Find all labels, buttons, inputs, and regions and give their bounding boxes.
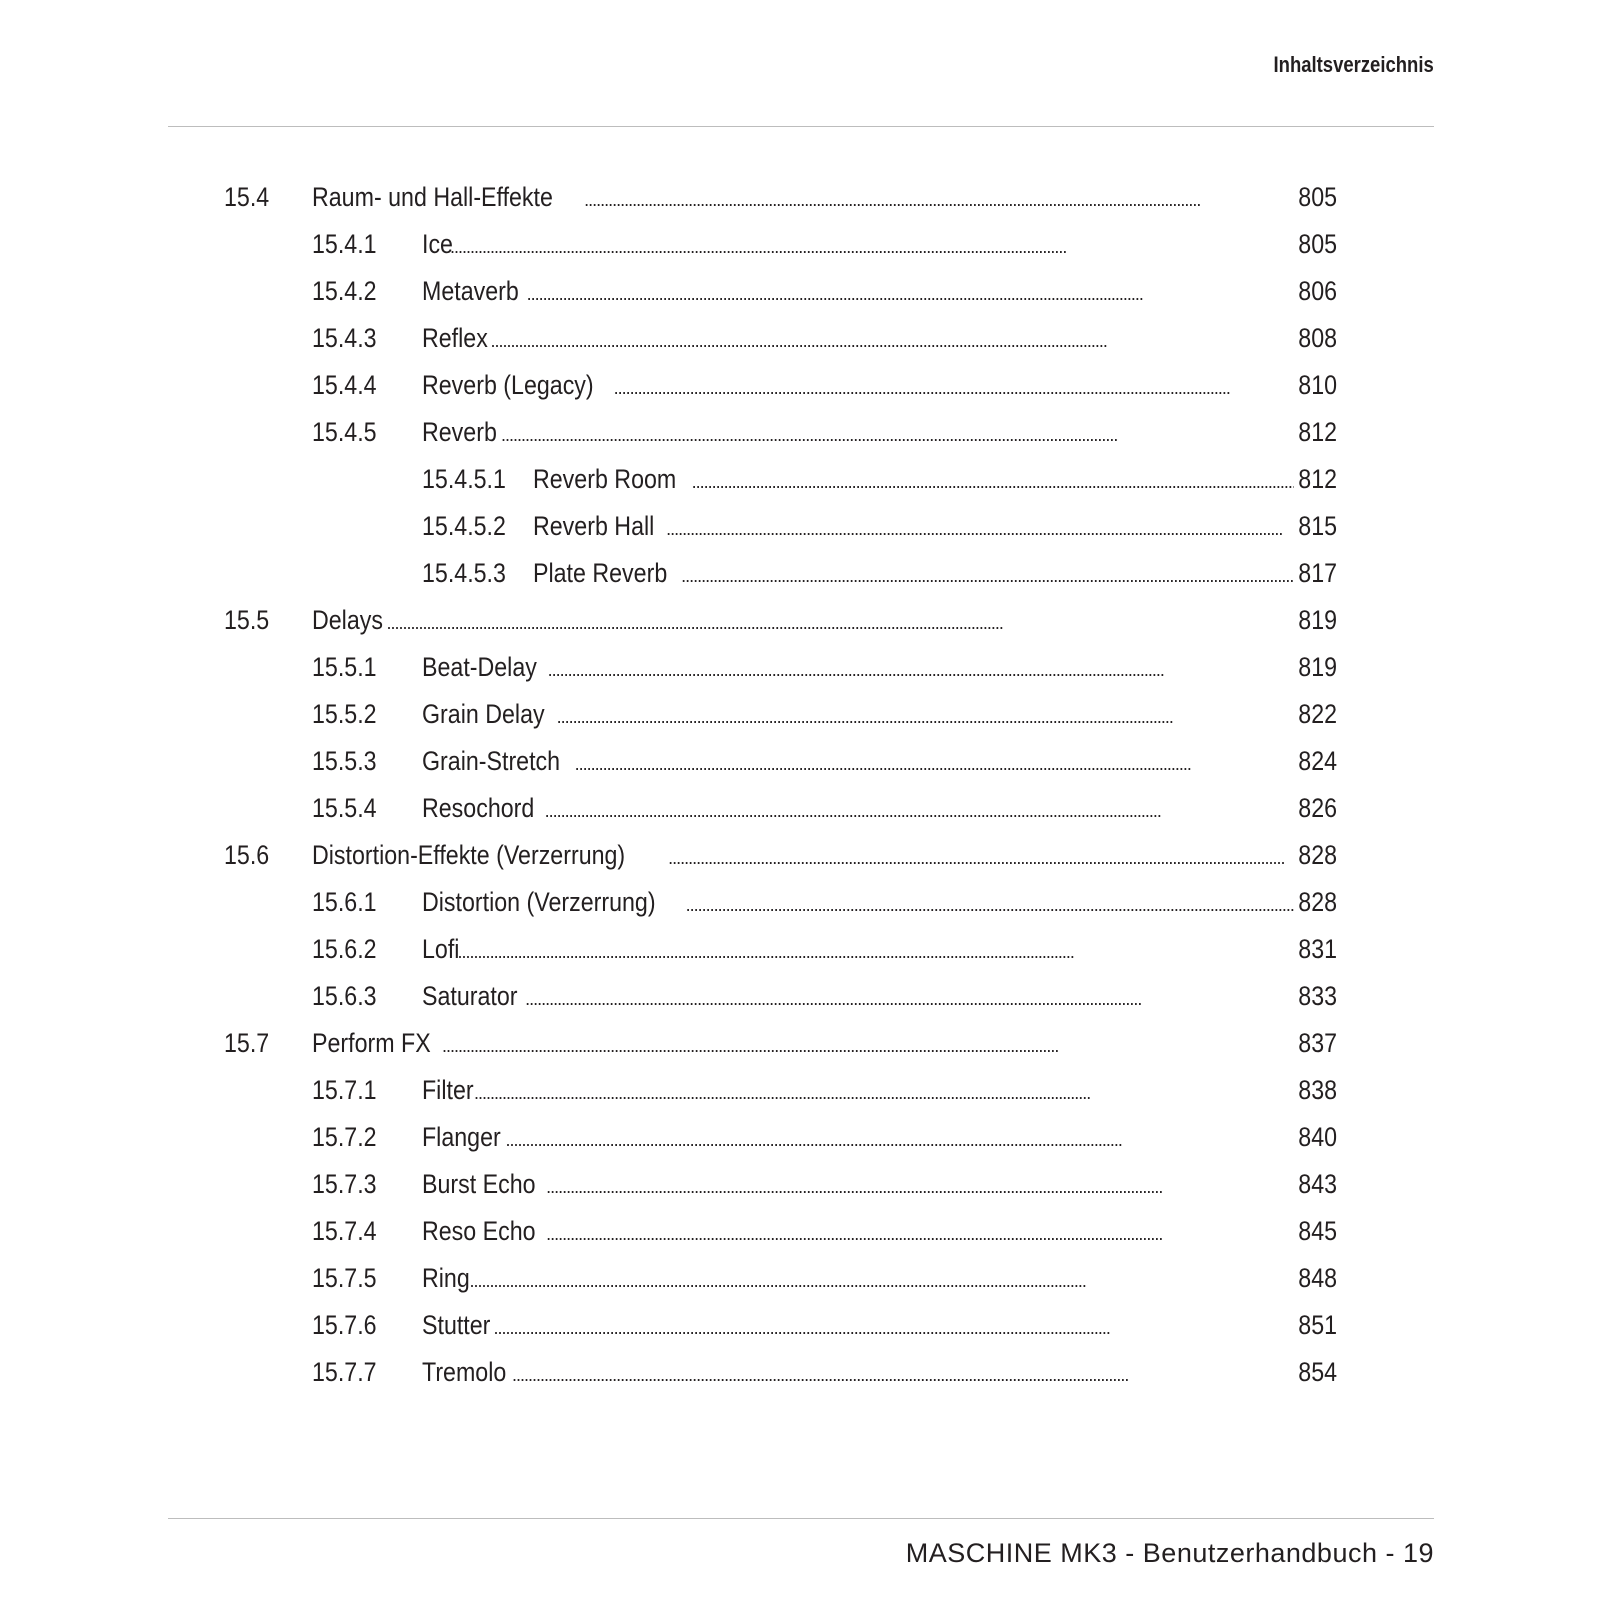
toc-entry[interactable] <box>0 879 1600 926</box>
toc-entry-number: 15.7.7 <box>312 1357 377 1387</box>
toc-entry-page[interactable]: 805 <box>1298 182 1337 212</box>
toc-entry-title[interactable]: Distortion-Effekte (Verzerrung) <box>312 840 626 870</box>
toc-entry-title[interactable]: Reverb (Legacy) <box>422 370 594 400</box>
toc-dot-leader <box>474 1070 1294 1114</box>
toc-entry-body <box>422 973 1337 1020</box>
toc-entry-page[interactable]: 828 <box>1298 887 1337 917</box>
toc-entry-title[interactable]: Flanger <box>422 1122 501 1152</box>
toc-entry-page[interactable]: 851 <box>1298 1310 1337 1340</box>
toc-entry-number: 15.7.6 <box>312 1310 377 1340</box>
toc-dot-leader <box>614 365 1294 409</box>
toc-entry[interactable] <box>0 1255 1600 1302</box>
toc-entry-number: 15.5.1 <box>312 652 377 682</box>
toc-entry-body <box>312 597 1337 644</box>
toc-dot-leader <box>442 1023 1294 1067</box>
toc-entry[interactable] <box>0 315 1600 362</box>
toc-entry-body <box>533 456 1337 503</box>
toc-entry-body <box>422 362 1337 409</box>
toc-entry[interactable] <box>0 1302 1600 1349</box>
toc-entry-title[interactable]: Beat-Delay <box>422 652 537 682</box>
toc-entry-page[interactable]: 819 <box>1298 605 1337 635</box>
toc-entry-number: 15.6.3 <box>312 981 377 1011</box>
toc-entry-page[interactable]: 817 <box>1298 558 1337 588</box>
toc-entry-number: 15.4.5.2 <box>422 511 506 541</box>
toc-entry-page[interactable]: 808 <box>1298 323 1337 353</box>
toc-entry-title[interactable]: Lofi <box>422 934 460 964</box>
toc-entry-page[interactable]: 833 <box>1298 981 1337 1011</box>
toc-entry-number: 15.4.4 <box>312 370 377 400</box>
toc-entry-title[interactable]: Stutter <box>422 1310 491 1340</box>
toc-entry-body <box>422 1114 1337 1161</box>
toc-entry-title[interactable]: Raum- und Hall-Effekte <box>312 182 553 212</box>
toc-entry-body <box>422 1255 1337 1302</box>
toc-dot-leader <box>470 1258 1294 1302</box>
toc-entry[interactable] <box>0 1161 1600 1208</box>
toc-entry-title[interactable]: Reverb Hall <box>533 511 655 541</box>
toc-entry-number: 15.4.1 <box>312 229 377 259</box>
toc-entry[interactable] <box>0 268 1600 315</box>
toc-entry-page[interactable]: 824 <box>1298 746 1337 776</box>
toc-entry[interactable] <box>0 1020 1600 1067</box>
toc-entry-page[interactable]: 840 <box>1298 1122 1337 1152</box>
toc-entry[interactable] <box>0 973 1600 1020</box>
toc-entry-page[interactable]: 810 <box>1298 370 1337 400</box>
toc-entry-page[interactable]: 831 <box>1298 934 1337 964</box>
toc-entry-number: 15.7.1 <box>312 1075 377 1105</box>
toc-dot-leader <box>501 412 1294 456</box>
toc-dot-leader <box>545 788 1294 832</box>
toc-entry-number: 15.6 <box>224 840 270 870</box>
toc-entry-number: 15.5.4 <box>312 793 377 823</box>
toc-entry-title[interactable]: Metaverb <box>422 276 519 306</box>
toc-entry-page[interactable]: 838 <box>1298 1075 1337 1105</box>
toc-entry-page[interactable]: 837 <box>1298 1028 1337 1058</box>
toc-entry-page[interactable]: 805 <box>1298 229 1337 259</box>
toc-entry[interactable] <box>0 597 1600 644</box>
page-footer: MASCHINE MK3 - Benutzerhandbuch - 19 <box>905 1538 1434 1568</box>
toc-dot-leader <box>450 224 1294 268</box>
toc-dot-leader <box>584 177 1294 221</box>
toc-entry[interactable] <box>0 832 1600 879</box>
toc-entry-page[interactable]: 826 <box>1298 793 1337 823</box>
toc-entry[interactable] <box>0 926 1600 973</box>
toc-entry[interactable] <box>0 691 1600 738</box>
toc-dot-leader <box>546 1211 1294 1255</box>
toc-dot-leader <box>512 1352 1294 1396</box>
toc-entry-number: 15.7.3 <box>312 1169 377 1199</box>
toc-entry-body <box>312 832 1337 879</box>
toc-entry-title[interactable]: Ice <box>422 229 453 259</box>
toc-entry-number: 15.4.3 <box>312 323 377 353</box>
toc-dot-leader <box>686 882 1294 926</box>
table-of-contents <box>0 174 1600 1396</box>
toc-dot-leader <box>557 694 1294 738</box>
toc-entry-page[interactable]: 815 <box>1298 511 1337 541</box>
toc-dot-leader <box>458 929 1294 973</box>
toc-entry-body <box>422 1349 1337 1396</box>
toc-entry[interactable] <box>0 1208 1600 1255</box>
toc-entry[interactable] <box>0 1114 1600 1161</box>
toc-entry-page[interactable]: 819 <box>1298 652 1337 682</box>
toc-entry-title[interactable]: Plate Reverb <box>533 558 668 588</box>
toc-entry-body <box>533 503 1337 550</box>
toc-entry[interactable] <box>0 644 1600 691</box>
toc-entry-body <box>422 738 1337 785</box>
toc-entry-number: 15.7.5 <box>312 1263 377 1293</box>
toc-entry-page[interactable]: 812 <box>1298 464 1337 494</box>
toc-entry-title[interactable]: Reso Echo <box>422 1216 536 1246</box>
toc-entry-body <box>422 221 1337 268</box>
toc-dot-leader <box>546 1164 1294 1208</box>
toc-dot-leader <box>491 318 1294 362</box>
toc-dot-leader <box>387 600 1294 644</box>
toc-entry-title[interactable]: Reverb <box>422 417 497 447</box>
toc-entry-title[interactable]: Ring <box>422 1263 470 1293</box>
toc-entry-body <box>422 409 1337 456</box>
page-header-title: Inhaltsverzeichnis <box>1273 52 1434 77</box>
toc-entry-body <box>422 785 1337 832</box>
toc-entry-body <box>422 1161 1337 1208</box>
toc-entry-number: 15.4.2 <box>312 276 377 306</box>
toc-dot-leader <box>692 459 1294 503</box>
toc-dot-leader <box>681 553 1294 597</box>
toc-entry-body <box>422 1208 1337 1255</box>
toc-entry-number: 15.7.4 <box>312 1216 377 1246</box>
toc-entry[interactable] <box>0 503 1600 550</box>
toc-dot-leader <box>525 976 1294 1020</box>
toc-entry-number: 15.5.3 <box>312 746 377 776</box>
toc-entry-body <box>422 691 1337 738</box>
toc-entry[interactable] <box>0 738 1600 785</box>
toc-dot-leader <box>494 1305 1294 1349</box>
toc-entry[interactable] <box>0 362 1600 409</box>
toc-entry-title[interactable]: Burst Echo <box>422 1169 536 1199</box>
toc-entry[interactable] <box>0 550 1600 597</box>
toc-dot-leader <box>527 271 1294 315</box>
toc-entry-page[interactable]: 854 <box>1298 1357 1337 1387</box>
toc-entry[interactable] <box>0 409 1600 456</box>
toc-entry-number: 15.4.5.1 <box>422 464 506 494</box>
toc-entry-title[interactable]: Perform FX <box>312 1028 431 1058</box>
toc-dot-leader <box>575 741 1294 785</box>
toc-entry-page[interactable]: 845 <box>1298 1216 1337 1246</box>
toc-entry-title[interactable]: Tremolo <box>422 1357 507 1387</box>
toc-entry-title[interactable]: Grain-Stretch <box>422 746 561 776</box>
toc-entry-page[interactable]: 848 <box>1298 1263 1337 1293</box>
toc-entry-body <box>422 1302 1337 1349</box>
toc-dot-leader <box>666 506 1294 550</box>
toc-entry-body <box>422 926 1337 973</box>
toc-entry[interactable] <box>0 456 1600 503</box>
toc-entry-title[interactable]: Resochord <box>422 793 535 823</box>
toc-entry[interactable] <box>0 221 1600 268</box>
toc-entry-number: 15.4 <box>224 182 270 212</box>
footer-divider <box>168 1518 1434 1519</box>
toc-entry-body <box>533 550 1337 597</box>
toc-dot-leader <box>548 647 1294 691</box>
toc-entry-body <box>422 315 1337 362</box>
toc-entry-page[interactable]: 822 <box>1298 699 1337 729</box>
toc-entry-number: 15.6.2 <box>312 934 377 964</box>
toc-entry-title[interactable]: Saturator <box>422 981 518 1011</box>
toc-entry-number: 15.5 <box>224 605 270 635</box>
toc-entry-page[interactable]: 812 <box>1298 417 1337 447</box>
toc-entry-title[interactable]: Reverb Room <box>533 464 677 494</box>
toc-entry-page[interactable]: 828 <box>1298 840 1337 870</box>
toc-entry[interactable] <box>0 1349 1600 1396</box>
toc-entry-body <box>422 879 1337 926</box>
toc-entry[interactable] <box>0 174 1600 221</box>
toc-entry-number: 15.4.5 <box>312 417 377 447</box>
toc-entry-title[interactable]: Reflex <box>422 323 488 353</box>
toc-entry-title[interactable]: Delays <box>312 605 383 635</box>
toc-entry[interactable] <box>0 785 1600 832</box>
header-divider <box>168 126 1434 127</box>
toc-entry-title[interactable]: Distortion (Verzerrung) <box>422 887 656 917</box>
toc-entry-title[interactable]: Grain Delay <box>422 699 545 729</box>
toc-entry-page[interactable]: 806 <box>1298 276 1337 306</box>
toc-entry-number: 15.7.2 <box>312 1122 377 1152</box>
toc-entry-body <box>422 1067 1337 1114</box>
toc-entry-number: 15.6.1 <box>312 887 377 917</box>
toc-entry-number: 15.4.5.3 <box>422 558 506 588</box>
toc-entry-body <box>312 174 1337 221</box>
toc-entry-number: 15.5.2 <box>312 699 377 729</box>
toc-entry[interactable] <box>0 1067 1600 1114</box>
toc-entry-body <box>422 644 1337 691</box>
toc-entry-title[interactable]: Filter <box>422 1075 474 1105</box>
toc-entry-body <box>422 268 1337 315</box>
toc-dot-leader <box>506 1117 1294 1161</box>
toc-entry-page[interactable]: 843 <box>1298 1169 1337 1199</box>
toc-entry-number: 15.7 <box>224 1028 270 1058</box>
toc-dot-leader <box>668 835 1294 879</box>
toc-entry-body <box>312 1020 1337 1067</box>
